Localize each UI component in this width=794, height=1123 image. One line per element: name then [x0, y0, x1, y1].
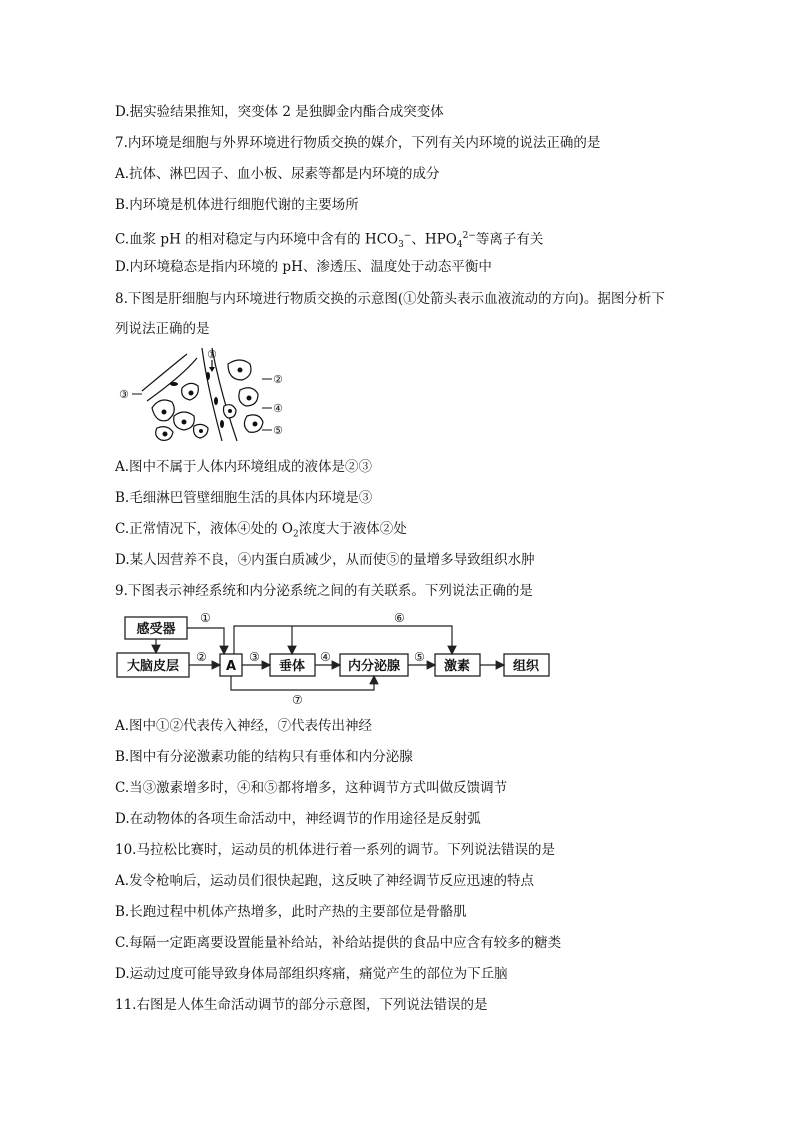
fig1-label-2: ②: [273, 373, 283, 386]
fig2-num-3: ③: [249, 650, 260, 664]
box-hormone-label: 激素: [443, 659, 471, 674]
option-a-q10: A.发令枪响后，运动员们很快起跑，这反映了神经调节反应迅速的特点: [115, 873, 535, 889]
option-c-q7: C.血浆 pH 的相对稳定与内环境中含有的 $HCO_3^-$、$HPO_4^{2-}$等离子有关: [115, 231, 544, 251]
option-b-q9: B.图中有分泌激素功能的结构只有垂体和内分泌腺: [115, 749, 413, 765]
option-c-q8: C.正常情况下，液体④处的 $O_2$浓度大于液体②处: [115, 521, 407, 540]
box-cortex-label: 大脑皮层: [126, 659, 180, 674]
option-a-q7: A.抗体、淋巴因子、血小板、尿素等都是内环境的成分: [115, 166, 440, 182]
option-d-q9: D.在动物体的各项生命活动中，神经调节的作用途径是反射弧: [115, 811, 481, 827]
fig2-num-4: ④: [320, 650, 331, 664]
option-d-q8: D.某人因营养不良，④内蛋白质减少，从而使⑤的量增多导致组织水肿: [115, 552, 535, 568]
question-7: 7.内环境是细胞与外界环境进行物质交换的媒介，下列有关内环境的说法正确的是: [115, 135, 601, 151]
question-8-cont: 列说法正确的是: [115, 321, 210, 337]
option-d-q6: D.据实验结果推知，突变体 2 是独脚金内酯合成突变体: [115, 104, 444, 120]
option-b-q8: B.毛细淋巴管壁细胞生活的具体内环境是③: [115, 490, 373, 506]
fig2-num-5: ⑤: [414, 650, 425, 664]
option-a-q8: A.图中不属于人体内环境组成的液体是②③: [115, 459, 373, 475]
option-c-q9: C.当③激素增多时，④和⑤都将增多，这种调节方式叫做反馈调节: [115, 780, 508, 796]
fig1-label-3: ③: [119, 388, 129, 401]
box-pituitary-label: 垂体: [278, 659, 306, 674]
question-11: 11.右图是人体生命活动调节的部分示意图，下列说法错误的是: [115, 997, 488, 1013]
option-b-q7: B.内环境是机体进行细胞代谢的主要场所: [115, 197, 359, 213]
option-b-q10: B.长跑过程中机体产热增多，此时产热的主要部位是骨骼肌: [115, 904, 467, 920]
box-a-label: A: [225, 659, 237, 674]
fig1-label-4: ④: [273, 402, 283, 415]
question-10: 10.马拉松比赛时，运动员的机体进行着一系列的调节。下列说法错误的是: [115, 842, 555, 858]
fig2-num-7: ⑦: [292, 693, 303, 707]
option-a-q9: A.图中①②代表传入神经，⑦代表传出神经: [115, 718, 373, 734]
neuro-endocrine-diagram: [112, 608, 562, 708]
option-d-q7: D.内环境稳态是指内环境的 pH、渗透压、温度处于动态平衡中: [115, 259, 492, 275]
question-8: 8.下图是肝细胞与内环境进行物质交换的示意图(①处箭头表示血液流动的方向)。据图分析下: [115, 291, 665, 307]
box-gland-label: 内分泌腺: [347, 659, 401, 674]
fig1-label-1: ①: [207, 348, 217, 361]
fig2-num-2: ②: [196, 650, 207, 664]
fig1-label-5: ⑤: [273, 424, 283, 437]
question-9: 9.下图表示神经系统和内分泌系统之间的有关联系。下列说法正确的是: [115, 583, 533, 599]
option-c-q10: C.每隔一定距离要设置能量补给站，补给站提供的食品中应含有较多的糖类: [115, 935, 562, 951]
fig2-num-6: ⑥: [394, 611, 405, 625]
fig2-num-1: ①: [200, 611, 211, 625]
liver-cell-figure: [112, 346, 287, 446]
box-sensor-label: 感受器: [136, 622, 176, 637]
option-d-q10: D.运动过度可能导致身体局部组织疼痛，痛觉产生的部位为下丘脑: [115, 966, 508, 982]
box-tissue-label: 组织: [512, 659, 540, 674]
